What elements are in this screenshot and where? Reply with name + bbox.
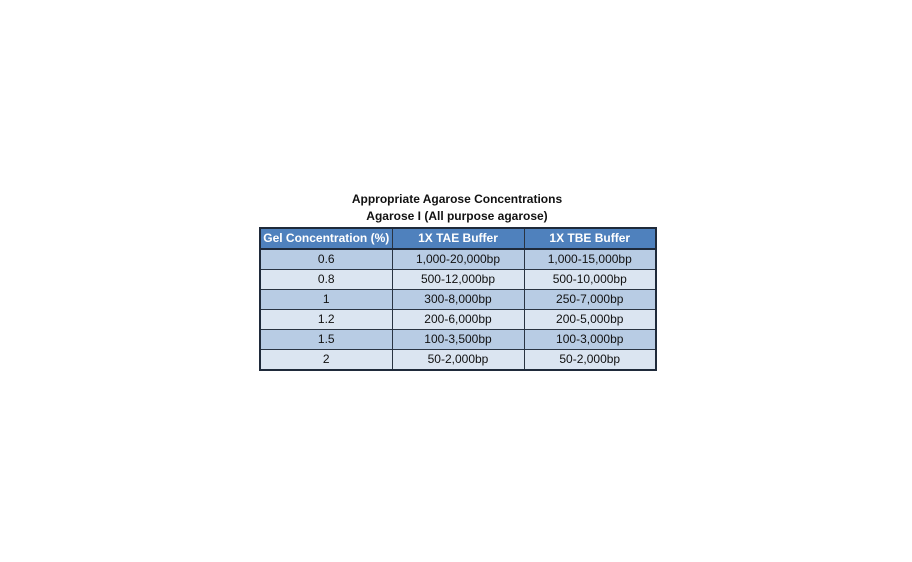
header-gel-concentration: Gel Concentration (%) (260, 228, 392, 249)
table-row (260, 310, 656, 330)
cell-gel-concentration: 0.8 (260, 270, 392, 290)
cell-tbe-range: 1,000-15,000bp (524, 249, 656, 270)
cell-gel-concentration: 2 (260, 350, 392, 371)
document-subtitle: Agarose I (All purpose agarose) (366, 209, 548, 223)
table-row (260, 249, 656, 270)
table-row (260, 270, 656, 290)
cell-tae-range: 1,000-20,000bp (392, 249, 524, 270)
cell-gel-concentration: 1.5 (260, 330, 392, 350)
table-header-row (260, 228, 656, 249)
document-title: Appropriate Agarose Concentrations (351, 192, 563, 206)
header-tbe-buffer: 1X TBE Buffer (524, 228, 656, 249)
cell-tae-range: 100-3,500bp (392, 330, 524, 350)
cell-gel-concentration: 0.6 (260, 249, 392, 270)
cell-tae-range: 50-2,000bp (392, 350, 524, 371)
table-row (260, 290, 656, 310)
cell-gel-concentration: 1 (260, 290, 392, 310)
cell-tae-range: 500-12,000bp (392, 270, 524, 290)
agarose-concentration-table (259, 227, 657, 371)
cell-tbe-range: 250-7,000bp (524, 290, 656, 310)
cell-tbe-range: 50-2,000bp (524, 350, 656, 371)
cell-tbe-range: 500-10,000bp (524, 270, 656, 290)
cell-tae-range: 300-8,000bp (392, 290, 524, 310)
agarose-table-document (259, 191, 655, 371)
cell-gel-concentration: 1.2 (260, 310, 392, 330)
table-row (260, 350, 656, 371)
cell-tbe-range: 200-5,000bp (524, 310, 656, 330)
cell-tbe-range: 100-3,000bp (524, 330, 656, 350)
header-tae-buffer: 1X TAE Buffer (392, 228, 524, 249)
table-row (260, 330, 656, 350)
cell-tae-range: 200-6,000bp (392, 310, 524, 330)
